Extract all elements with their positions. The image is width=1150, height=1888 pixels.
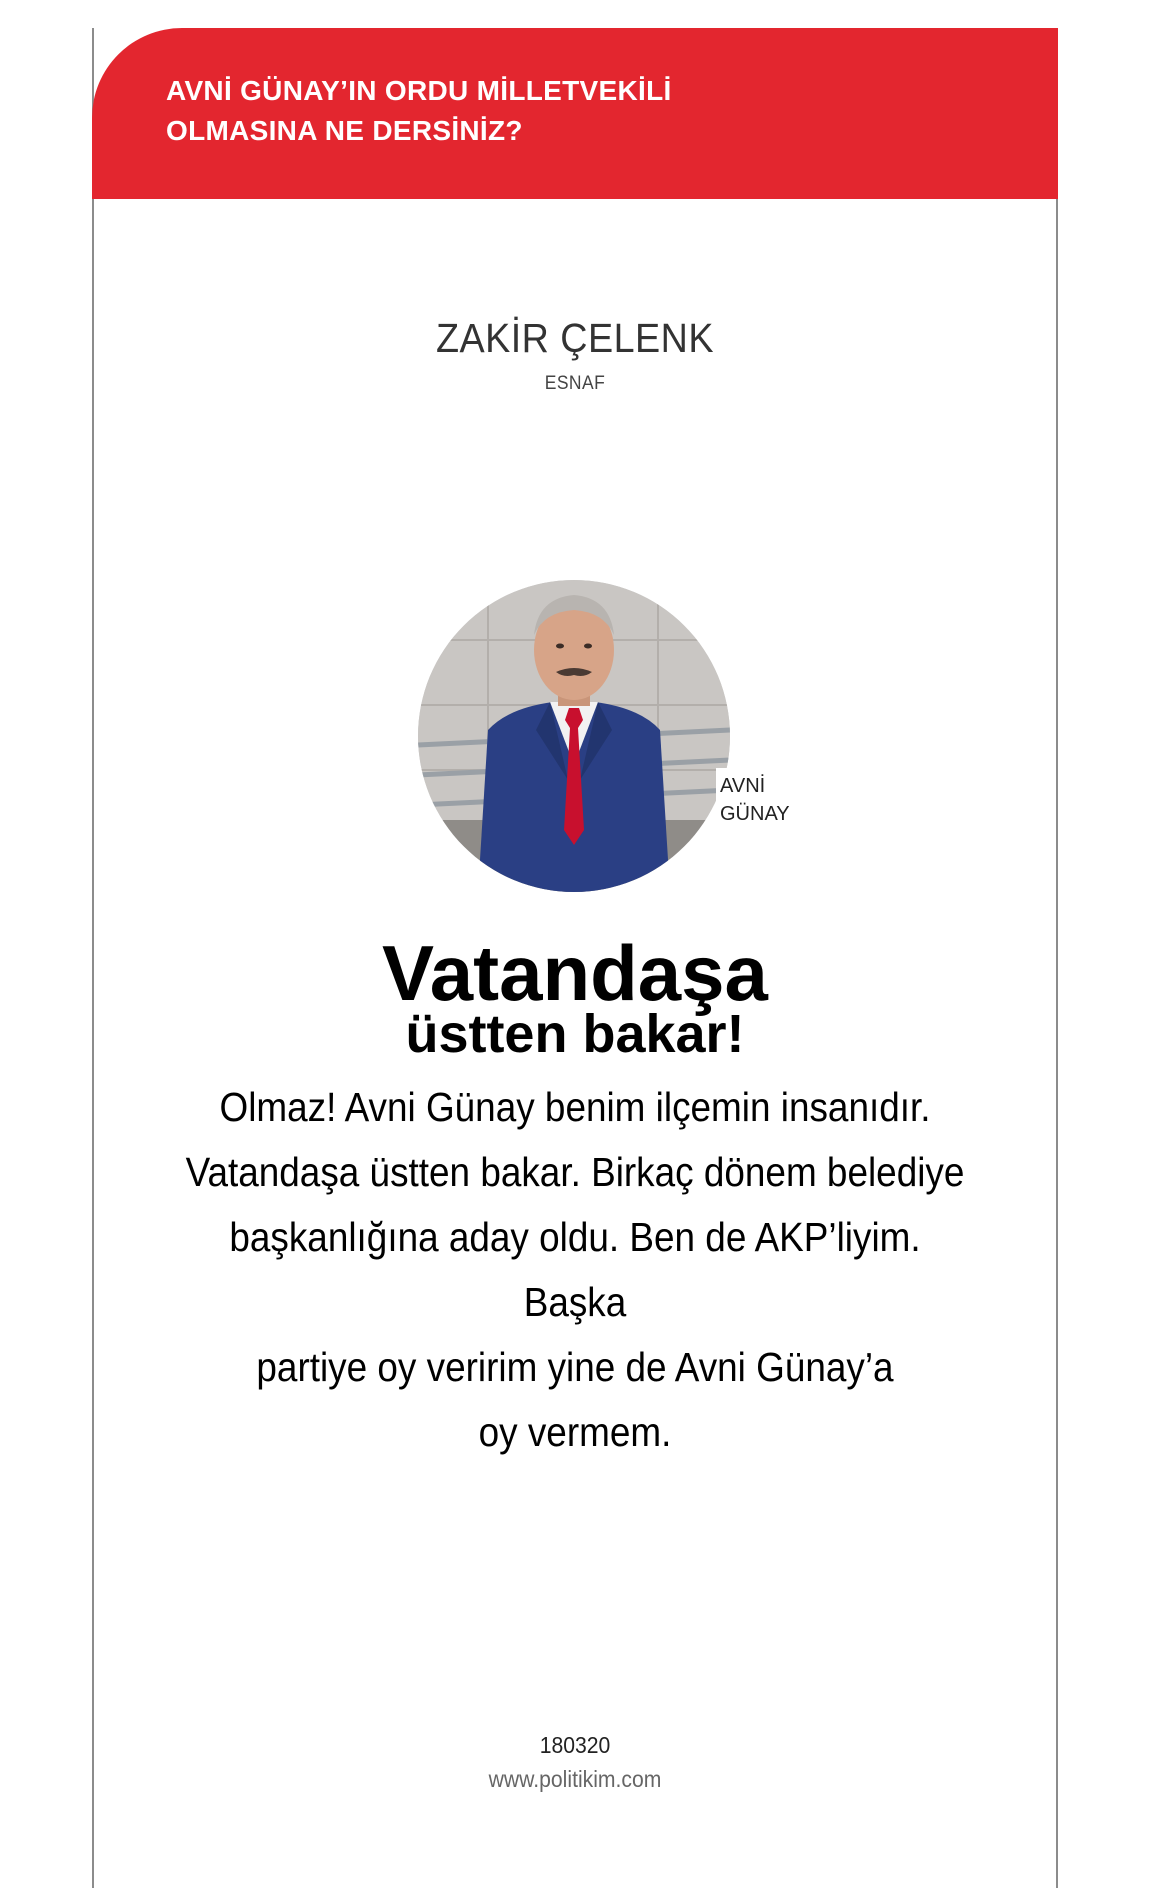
person-name: ZAKİR ÇELENK [435, 315, 715, 361]
portrait-photo [418, 580, 730, 892]
footer-website: www.politikim.com [488, 1766, 662, 1792]
quote-line: Vatandaşa üstten bakar. Birkaç dönem belediye [185, 1149, 965, 1195]
photo-caption [716, 768, 840, 832]
headline-main: Vatandaşa [382, 929, 768, 1017]
photo-caption-line-1: AVNİ [720, 775, 766, 797]
person-role: ESNAF [544, 373, 606, 394]
quote-line: partiye oy veririm yine de Avni Günay’a [256, 1344, 894, 1390]
header-title [166, 71, 866, 151]
quote-line: Olmaz! Avni Günay benim ilçemin insanıdır. [219, 1084, 931, 1130]
header-title-line-2: OLMASINA NE DERSİNİZ? [166, 115, 523, 146]
quote-line: başkanlığına aday oldu. Ben de AKP’liyim. Başka [229, 1214, 921, 1325]
header-title-line-1: AVNİ GÜNAY’IN ORDU MİLLETVEKİLİ [166, 75, 672, 106]
footer-code: 180320 [539, 1732, 611, 1758]
portrait-illustration [418, 580, 730, 892]
headline-sub: üstten bakar! [405, 1004, 745, 1064]
photo-caption-line-2: GÜNAY [720, 803, 790, 825]
quote-line: oy vermem. [478, 1409, 672, 1455]
quote-body [184, 1075, 967, 1465]
header-banner [92, 28, 1058, 199]
